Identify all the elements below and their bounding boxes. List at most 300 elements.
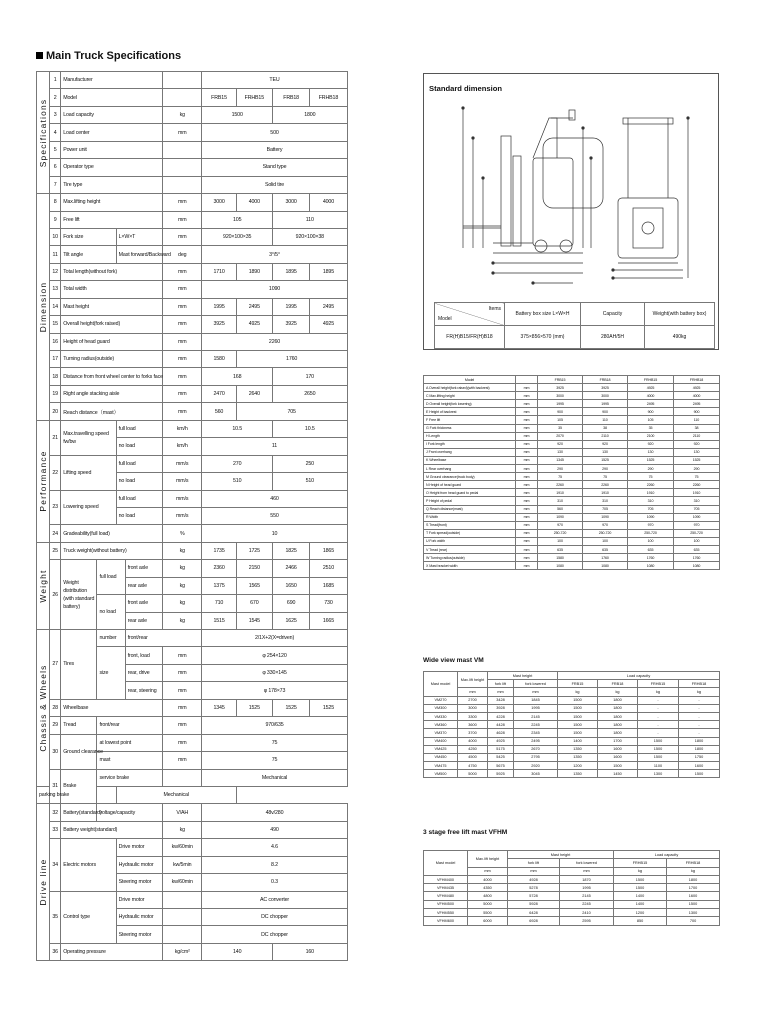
dimension-row-cell: T Fork spread(outside) xyxy=(424,529,516,537)
table-cell: Weight(with battery box) xyxy=(645,303,715,326)
dimension-row-cell: 130 xyxy=(583,448,628,456)
vm-row-cell: 2495 xyxy=(514,737,558,745)
dimension-row-cell: 920 xyxy=(628,440,674,448)
dimension-row-cell: 900 xyxy=(583,408,628,416)
table-cell: φ 178×73 xyxy=(202,682,347,699)
table-cell: 1525 xyxy=(310,699,347,716)
table-cell: front/rear xyxy=(97,717,163,734)
table-cell: 35 xyxy=(50,891,61,943)
vfhm-row-cell: 1300 xyxy=(667,909,720,917)
battery-header-row xyxy=(435,303,715,326)
spec-row-16 xyxy=(37,333,386,350)
vm-row-cell: VM500 xyxy=(424,770,458,778)
vfhm-row-cell: 5928 xyxy=(508,900,560,908)
dimension-row-cell: 290 xyxy=(628,465,674,473)
dimension-row-cell: mm xyxy=(516,513,538,521)
dimension-row-cell: 1580 xyxy=(538,554,583,562)
table-cell: 14 xyxy=(50,298,61,315)
table-cell: 1760 xyxy=(236,351,347,368)
spec-row-21a xyxy=(37,420,386,437)
dimension-row-cell: 1910 xyxy=(628,489,674,497)
spec-row-23a xyxy=(37,490,386,507)
table-row xyxy=(424,851,720,859)
dimension-row-cell: mm xyxy=(516,392,538,400)
dimension-row xyxy=(424,392,720,400)
table-cell: φ 254×120 xyxy=(202,647,347,664)
vm-row-cell: 4228 xyxy=(488,712,514,720)
table-cell: 17 xyxy=(50,351,61,368)
vm-row-cell: 1500 xyxy=(558,712,598,720)
dimension-row-cell: M Ground clearance(truck body) xyxy=(424,473,516,481)
dimension-row-cell: C Max.lifting height xyxy=(424,392,516,400)
table-cell: % xyxy=(163,525,202,542)
vm-row-cell: 1800 xyxy=(598,704,638,712)
table-cell: Control type xyxy=(61,891,116,943)
table-cell: 2/1X+2(X=driven) xyxy=(202,630,347,647)
table-cell: 1825 xyxy=(272,542,309,559)
dimension-row-cell: S Tread(front) xyxy=(424,521,516,529)
dimension-row-cell: 560 xyxy=(538,505,583,513)
dimension-row-cell: R Width xyxy=(424,513,516,521)
table-cell: no load xyxy=(116,473,162,490)
dimension-row-cell: 3000 xyxy=(538,392,583,400)
vm-row-cell: - xyxy=(679,729,720,737)
table-cell xyxy=(163,769,202,786)
spec-row-28 xyxy=(37,699,386,716)
table-cell: 490kg xyxy=(645,326,715,349)
table-cell: kw/60min xyxy=(163,839,202,856)
table-cell: Reach distance（mast） xyxy=(61,403,163,420)
dimension-row-cell: 970 xyxy=(583,521,628,529)
table-cell: no load xyxy=(97,595,125,630)
table-cell: 24 xyxy=(50,525,61,542)
table-cell: Mast model xyxy=(424,672,458,697)
dimension-row-cell: 1080 xyxy=(538,562,583,570)
standard-dimension-title: Standard dimension xyxy=(429,84,502,93)
table-cell: 168 xyxy=(202,368,273,385)
dimension-row-cell: mm xyxy=(516,432,538,440)
page-title xyxy=(36,50,181,62)
dimension-row-cell: 4000 xyxy=(674,392,720,400)
dimension-row-cell: mm xyxy=(516,465,538,473)
table-cell: mm xyxy=(514,688,558,696)
vfhm-row-cell: 1400 xyxy=(614,900,667,908)
table-cell: Truck weight(without battery) xyxy=(61,542,163,559)
dimension-row-cell: 105 xyxy=(538,416,583,424)
table-cell: 18 xyxy=(50,368,61,385)
spec-row-1 xyxy=(37,72,386,89)
table-cell: kg/cm² xyxy=(163,943,202,960)
table-cell: mm xyxy=(163,211,202,228)
table-cell: 8 xyxy=(50,194,61,211)
table-cell: FRB18 xyxy=(598,680,638,688)
table-cell xyxy=(516,376,538,384)
main-spec-table xyxy=(36,71,386,961)
table-cell: 1995 xyxy=(202,298,236,315)
table-cell: fork lift xyxy=(488,680,514,688)
dimension-row-cell: 75 xyxy=(583,473,628,481)
spec-row-25 xyxy=(37,542,386,559)
vm-row-cell: 1350 xyxy=(558,770,598,778)
table-cell: 1565 xyxy=(236,577,272,594)
table-cell: TEU xyxy=(202,72,347,89)
vm-row-cell: 1600 xyxy=(598,745,638,753)
dimension-row-cell: 1090 xyxy=(674,513,720,521)
table-cell: 2470 xyxy=(202,385,236,402)
table-cell: mm xyxy=(163,682,202,699)
vm-row-cell: 4925 xyxy=(488,737,514,745)
dimension-row-cell: 100 xyxy=(538,537,583,545)
table-cell: 3000 xyxy=(202,194,236,211)
table-cell: Drive motor xyxy=(116,891,162,908)
table-cell: 2150 xyxy=(236,560,272,577)
dimension-row-cell: 920 xyxy=(674,440,720,448)
table-cell: Mast height xyxy=(508,851,614,859)
dimension-row-cell: 3925 xyxy=(583,384,628,392)
vfhm-row xyxy=(424,892,720,900)
table-cell: size xyxy=(97,647,125,699)
dimension-row-cell: 290 xyxy=(674,465,720,473)
vm-row-cell: 4500 xyxy=(458,753,488,761)
dimension-row-cell: 1090 xyxy=(583,513,628,521)
table-cell: full load xyxy=(116,490,162,507)
table-cell: no load xyxy=(116,507,162,524)
table-cell: mm xyxy=(163,263,202,280)
vm-row-cell: 4750 xyxy=(458,762,488,770)
vm-row-cell: - xyxy=(638,696,679,704)
table-cell: 2640 xyxy=(236,385,272,402)
table-cell: kg xyxy=(558,688,598,696)
dimension-row-cell: 1080 xyxy=(628,562,674,570)
table-cell: mm xyxy=(488,688,514,696)
dimension-row-cell: 290 xyxy=(538,465,583,473)
vfhm-row-cell: 4350 xyxy=(468,884,508,892)
table-cell: FRHB15 xyxy=(614,859,667,867)
dimension-row-cell: mm xyxy=(516,440,538,448)
dimension-row-cell: 110 xyxy=(583,416,628,424)
table-cell: mm xyxy=(163,298,202,315)
dimension-row xyxy=(424,400,720,408)
table-cell: 510 xyxy=(202,473,273,490)
table-cell: fork lift xyxy=(508,859,560,867)
dimension-row-cell: mm xyxy=(516,408,538,416)
table-cell: 140 xyxy=(202,943,273,960)
table-cell: 730 xyxy=(310,595,347,612)
dimension-row-cell: 1525 xyxy=(583,456,628,464)
table-cell: 32 xyxy=(50,804,61,821)
dimension-row-cell: 310 xyxy=(583,497,628,505)
table-cell: Height of head guard xyxy=(61,333,163,350)
dimension-row xyxy=(424,513,720,521)
table-cell: Brake xyxy=(61,769,97,804)
table-cell: 10.5 xyxy=(202,420,273,437)
table-cell: 4 xyxy=(50,124,61,141)
table-cell: kg xyxy=(163,542,202,559)
table-cell: 2650 xyxy=(272,385,347,402)
table-cell: DC chopper xyxy=(202,909,347,926)
dimension-row-cell: 4925 xyxy=(674,384,720,392)
vm-row-cell: 2700 xyxy=(458,696,488,704)
table-cell: 16 xyxy=(50,333,61,350)
table-cell: 4000 xyxy=(310,194,347,211)
table-cell: Free lift xyxy=(61,211,163,228)
spec-row-3 xyxy=(37,106,386,123)
vm-row-cell: 1600 xyxy=(679,762,720,770)
table-cell: kw/5min xyxy=(163,856,202,873)
vm-row xyxy=(424,737,720,745)
vfhm-row xyxy=(424,909,720,917)
table-cell: 3925 xyxy=(272,316,309,333)
table-cell xyxy=(163,89,202,106)
section-weight: Weight xyxy=(37,542,50,629)
table-cell: 1515 xyxy=(202,612,236,629)
spec-row-36 xyxy=(37,943,386,960)
table-cell: 4000 xyxy=(236,194,272,211)
table-cell: km/h xyxy=(163,420,202,437)
table-cell: 1725 xyxy=(236,542,272,559)
table-cell: 22 xyxy=(50,455,61,490)
spec-row-31b xyxy=(37,786,386,803)
dimension-row-cell: 2110 xyxy=(674,432,720,440)
spec-row-31a xyxy=(37,769,386,786)
dimension-row-cell: mm xyxy=(516,489,538,497)
table-cell: mm xyxy=(163,717,202,734)
dimension-row-cell: 130 xyxy=(538,448,583,456)
table-cell: FR(H)B15/FR(H)B18 xyxy=(435,326,505,349)
vm-row-cell: - xyxy=(679,712,720,720)
vfhm-row-cell: VFHM435 xyxy=(424,884,468,892)
dimension-row-cell: J Front overhang xyxy=(424,448,516,456)
vfhm-row-cell: 5728 xyxy=(508,892,560,900)
vfhm-row-cell: 1500 xyxy=(614,875,667,883)
vm-row-cell: - xyxy=(679,721,720,729)
table-cell: kg xyxy=(163,612,202,629)
table-cell: Mechanical xyxy=(202,769,347,786)
vm-row-cell: 5675 xyxy=(488,762,514,770)
table-cell: 10 xyxy=(202,525,347,542)
dimension-row xyxy=(424,529,720,537)
table-cell: 2 xyxy=(50,89,61,106)
dimension-row-cell: 100 xyxy=(674,537,720,545)
vm-row-cell: 2245 xyxy=(514,721,558,729)
vfhm-row-cell: 1200 xyxy=(614,909,667,917)
vm-row-cell: 2345 xyxy=(514,729,558,737)
table-cell: mm xyxy=(163,647,202,664)
vfhm-row-cell: VFHM480 xyxy=(424,892,468,900)
front-view-truck-illustration xyxy=(613,118,688,278)
dimension-row-cell: 2110 xyxy=(583,432,628,440)
vm-row-cell: 4000 xyxy=(458,737,488,745)
spec-row-30a xyxy=(37,734,386,751)
table-cell: FRB15 xyxy=(202,89,236,106)
dimension-row-cell: 310 xyxy=(538,497,583,505)
vm-row-cell: 2795 xyxy=(514,753,558,761)
table-cell: FRB15 xyxy=(538,376,583,384)
vfhm-row-cell: VFHM600 xyxy=(424,917,468,925)
vm-row-cell: 1500 xyxy=(679,770,720,778)
table-cell: 2495 xyxy=(236,298,272,315)
table-cell: mm xyxy=(163,333,202,350)
table-cell: Right angle stacking aisle xyxy=(61,385,163,402)
table-cell: mm xyxy=(163,194,202,211)
spec-row-11 xyxy=(37,246,386,263)
table-cell: Load capacity xyxy=(558,672,720,680)
vfhm-row-cell: 4800 xyxy=(468,892,508,900)
table-cell: kg xyxy=(163,595,202,612)
table-cell: 10 xyxy=(50,228,61,245)
table-cell: Hydraulic motor xyxy=(116,909,162,926)
dimension-row-cell: U Fork width xyxy=(424,537,516,545)
table-cell: mm xyxy=(468,867,508,875)
spec-row-12 xyxy=(37,263,386,280)
table-cell: Weight distribution (with standard battery) xyxy=(61,560,97,630)
table-cell: 25 xyxy=(50,542,61,559)
table-cell: 2495 xyxy=(310,298,347,315)
truck-dimension-drawing xyxy=(433,98,715,290)
table-cell: 1890 xyxy=(236,263,272,280)
table-cell: kg xyxy=(638,688,679,696)
dimension-row-cell: 2260 xyxy=(538,481,583,489)
table-cell: FRHB18 xyxy=(667,859,720,867)
dimension-row-cell: 3925 xyxy=(538,384,583,392)
vm-row-cell: 3600 xyxy=(458,721,488,729)
dimension-row-cell: 290 xyxy=(583,465,628,473)
dimension-row-cell: 75 xyxy=(628,473,674,481)
table-cell: 1525 xyxy=(236,699,272,716)
dimension-row-cell: mm xyxy=(516,456,538,464)
vm-row-cell: VM270 xyxy=(424,696,458,704)
dimension-row xyxy=(424,489,720,497)
table-cell: mm xyxy=(163,351,202,368)
table-cell: rear, steering xyxy=(125,682,162,699)
vfhm-row-cell: 850 xyxy=(614,917,667,925)
dimension-row-cell: 100 xyxy=(628,537,674,545)
table-cell: 31 xyxy=(50,769,61,804)
table-cell: 3°/5° xyxy=(202,246,347,263)
vfhm-row-cell: VFHM550 xyxy=(424,909,468,917)
dimension-row xyxy=(424,416,720,424)
vm-row-cell: - xyxy=(638,729,679,737)
table-cell: 75 xyxy=(202,734,347,751)
table-cell xyxy=(163,909,202,926)
vfhm-row-cell: 5278 xyxy=(508,884,560,892)
table-cell: Mast height xyxy=(488,672,558,680)
table-cell: at lowest point xyxy=(97,734,163,751)
table-cell: 2466 xyxy=(272,560,309,577)
table-cell: 0.3 xyxy=(202,874,347,891)
vfhm-row xyxy=(424,917,720,925)
table-cell: mm/s xyxy=(163,490,202,507)
vfhm-row-cell: 5000 xyxy=(468,900,508,908)
dimension-row xyxy=(424,545,720,553)
table-cell: full load xyxy=(116,420,162,437)
table-cell: Ground clearance xyxy=(61,734,97,769)
table-cell: Operating pressure xyxy=(61,943,163,960)
spec-row-10 xyxy=(37,228,386,245)
vm-row xyxy=(424,753,720,761)
vm-row-cell: 2920 xyxy=(514,762,558,770)
table-cell: 490 xyxy=(202,821,347,838)
table-cell: Drive motor xyxy=(116,839,162,856)
table-cell: 21 xyxy=(50,420,61,455)
table-cell: mm xyxy=(163,699,202,716)
vm-row-cell: 1800 xyxy=(598,729,638,737)
table-cell: km/h xyxy=(163,438,202,455)
vm-table xyxy=(423,671,720,778)
dimension-row-cell: 4000 xyxy=(628,392,674,400)
dimension-row-cell: mm xyxy=(516,416,538,424)
dimension-row-cell: X Mast bracket width xyxy=(424,562,516,570)
dimension-row-cell: 970 xyxy=(538,521,583,529)
dimension-row xyxy=(424,473,720,481)
spec-row-17 xyxy=(37,351,386,368)
table-cell: Wheelbase xyxy=(61,699,163,716)
table-cell: mast xyxy=(97,752,163,769)
dimension-row xyxy=(424,448,720,456)
table-cell: 23 xyxy=(50,490,61,525)
section-drive-line: Drive line xyxy=(37,804,50,961)
dimension-row-cell: 250-720 xyxy=(674,529,720,537)
table-cell: 3000 xyxy=(272,194,309,211)
dimension-row-cell: 4925 xyxy=(628,384,674,392)
table-cell xyxy=(163,159,202,176)
vm-row-cell: VM475 xyxy=(424,762,458,770)
table-cell: 19 xyxy=(50,385,61,402)
table-cell: 690 xyxy=(272,595,309,612)
vfhm-row-cell: 6000 xyxy=(468,917,508,925)
vm-row-cell: - xyxy=(638,704,679,712)
vm-row-cell: 4628 xyxy=(488,729,514,737)
table-cell: 560 xyxy=(202,403,236,420)
table-cell: mm/s xyxy=(163,455,202,472)
table-cell: 10.5 xyxy=(272,420,347,437)
vm-row xyxy=(424,770,720,778)
table-cell: FRHB15 xyxy=(628,376,674,384)
table-cell: 970/635 xyxy=(202,717,347,734)
vfhm-row-cell: 2410 xyxy=(560,909,614,917)
dimension-row-cell: 1525 xyxy=(674,456,720,464)
vm-row-cell: 5425 xyxy=(488,753,514,761)
table-cell: Lowering speed xyxy=(61,490,116,525)
spec-row-27a xyxy=(37,630,386,647)
table-cell: Load capacity xyxy=(614,851,720,859)
spec-row-5 xyxy=(37,141,386,158)
dimension-row-cell: 900 xyxy=(674,408,720,416)
dimension-row-cell: 1910 xyxy=(583,489,628,497)
dimension-row-cell: 1995 xyxy=(538,400,583,408)
dimension-row xyxy=(424,521,720,529)
table-cell: FRB18 xyxy=(272,89,309,106)
table-cell: 670 xyxy=(236,595,272,612)
spec-row-7 xyxy=(37,176,386,193)
vm-row-cell: 1500 xyxy=(638,753,679,761)
dimension-row-cell: 635 xyxy=(538,545,583,553)
dimension-row-cell: mm xyxy=(516,473,538,481)
dimension-row-cell: mm xyxy=(516,545,538,553)
table-cell: Tires xyxy=(61,630,97,700)
table-cell: Turning radius(outside) xyxy=(61,351,163,368)
table-cell: mm xyxy=(163,124,202,141)
dimension-row-cell: D Overall height(fork lowering) xyxy=(424,400,516,408)
vm-row-cell: VM425 xyxy=(424,745,458,753)
vm-row xyxy=(424,729,720,737)
table-cell: V/AH xyxy=(163,804,202,821)
spec-row-32 xyxy=(37,804,386,821)
table-cell: kw/60min xyxy=(163,874,202,891)
dimension-row xyxy=(424,481,720,489)
dimension-row-cell: 1080 xyxy=(583,562,628,570)
table-cell: 13 xyxy=(50,281,61,298)
